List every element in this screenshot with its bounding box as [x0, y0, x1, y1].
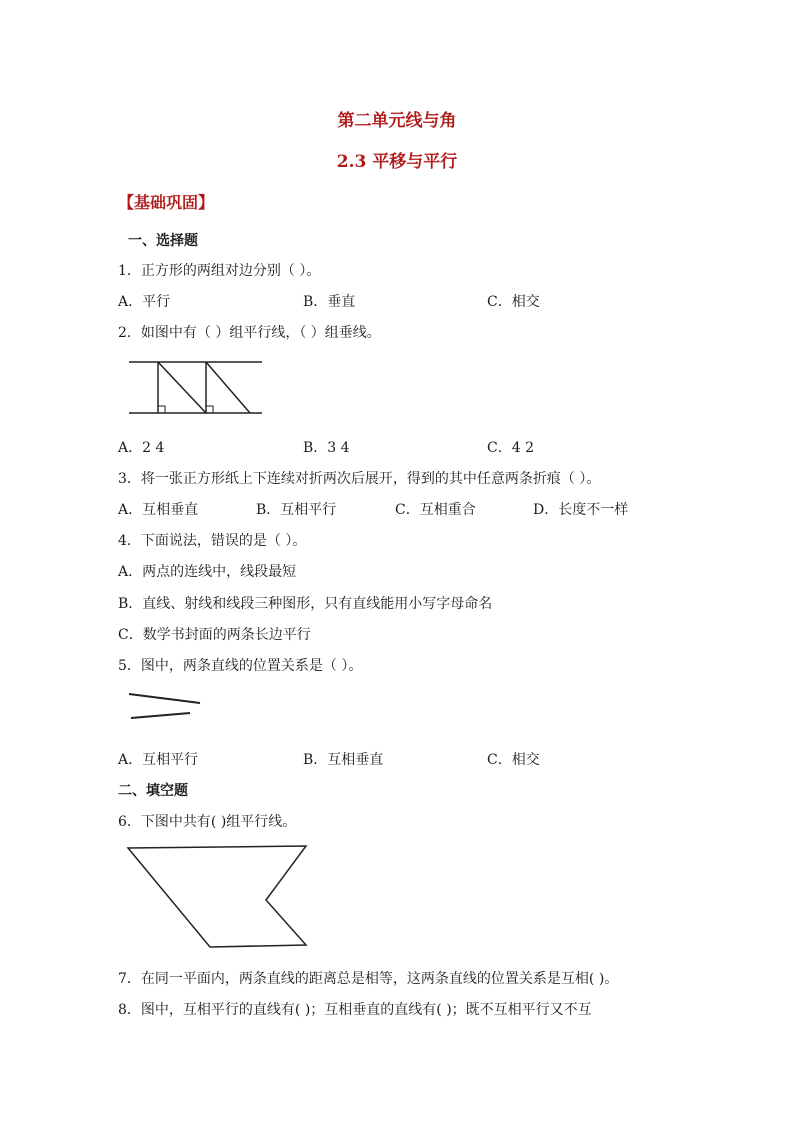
q5-figure	[126, 690, 206, 722]
question-3: 3．将一张正方形纸上下连续对折两次后展开，得到的其中任意两条折痕（ ）。	[118, 471, 601, 487]
right-angle-mark-1	[158, 406, 165, 413]
q3-option-c: C．互相重合	[395, 502, 476, 518]
q2-option-b: B．3 4	[303, 440, 350, 456]
lesson-title: 2.3 平移与平行	[336, 152, 458, 172]
question-5: 5．图中，两条直线的位置关系是（ ）。	[118, 658, 363, 674]
q4-option-c: C．数学书封面的两条长边平行	[118, 627, 311, 643]
question-6: 6．下图中共有( )组平行线。	[118, 814, 297, 830]
q2-figure	[126, 356, 266, 420]
section-tag: 【基础巩固】	[118, 193, 215, 212]
q2-diagonal-1	[158, 362, 206, 413]
question-8: 8．图中，互相平行的直线有( )；互相垂直的直线有( )；既不互相平行又不互	[118, 1002, 592, 1018]
unit-title: 第二单元线与角	[337, 111, 457, 131]
q5-option-b: B．互相垂直	[303, 752, 384, 768]
q3-option-b: B．互相平行	[256, 502, 337, 518]
q2-option-c: C．4 2	[487, 440, 534, 456]
q4-option-a: A．两点的连线中，线段最短	[118, 564, 297, 580]
q2-diagonal-2	[206, 362, 250, 413]
q5-option-a: A．互相平行	[118, 752, 199, 768]
q6-polygon	[128, 846, 306, 947]
q3-option-a: A．互相垂直	[118, 502, 199, 518]
q1-option-a: A．平行	[118, 294, 171, 310]
question-1: 1．正方形的两组对边分别（ ）。	[118, 263, 321, 279]
q1-option-c: C．相交	[487, 294, 540, 310]
right-angle-mark-2	[206, 406, 213, 413]
question-4: 4．下面说法，错误的是（ ）。	[118, 533, 307, 549]
q5-line-2	[131, 713, 190, 718]
q4-option-b: B．直线、射线和线段三种图形，只有直线能用小写字母命名	[118, 596, 493, 612]
q2-option-a: A．2 4	[118, 440, 165, 456]
q5-line-1	[129, 694, 200, 703]
q5-option-c: C．相交	[487, 752, 540, 768]
question-7: 7．在同一平面内，两条直线的距离总是相等，这两条直线的位置关系是互相( )。	[118, 971, 619, 987]
part2-heading: 二、填空题	[118, 783, 188, 799]
q3-option-d: D．长度不一样	[533, 502, 629, 518]
q6-figure	[124, 842, 310, 952]
q1-option-b: B．垂直	[303, 294, 356, 310]
question-2: 2．如图中有（ ）组平行线，（ ）组垂线。	[118, 325, 381, 341]
part1-heading: 一、选择题	[128, 233, 198, 249]
